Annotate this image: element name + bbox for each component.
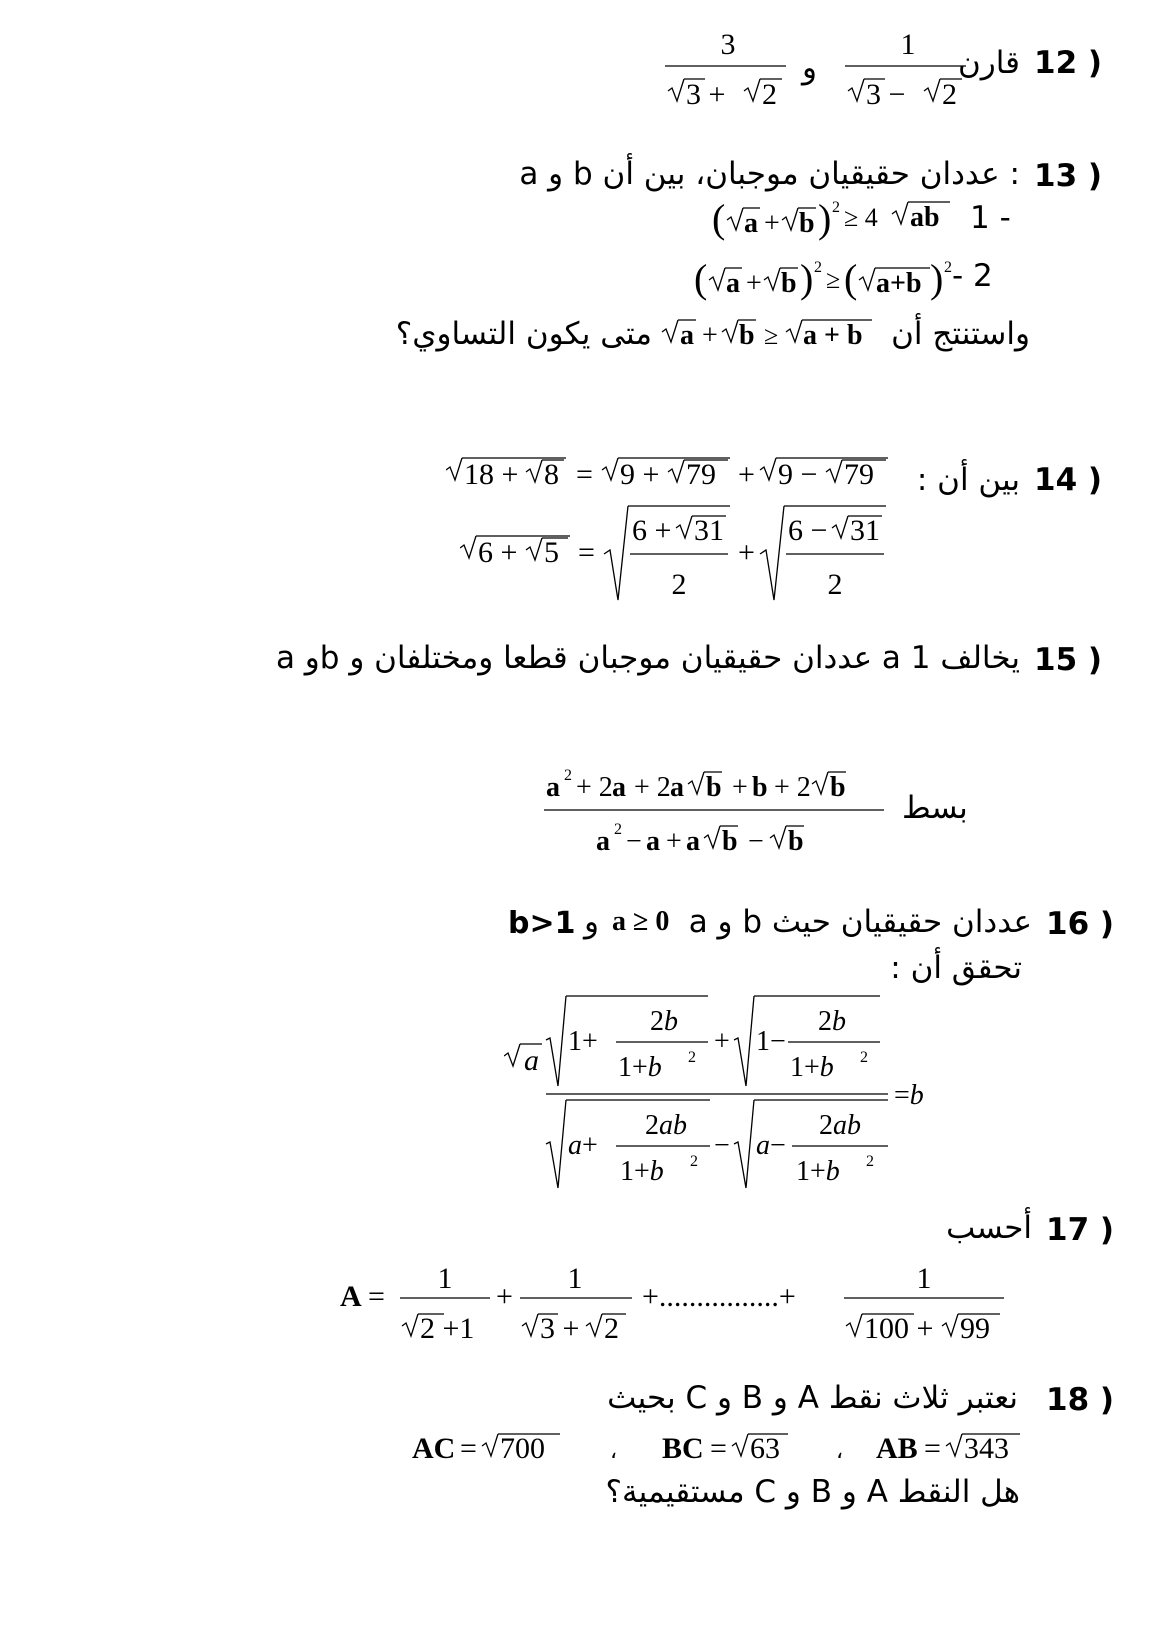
exercise-14 bbox=[0, 440, 1156, 610]
svg-text:6 −: 6 − bbox=[788, 514, 828, 547]
svg-text:−: − bbox=[748, 826, 764, 857]
svg-text:1−: 1− bbox=[756, 1026, 786, 1057]
svg-text:≥: ≥ bbox=[764, 321, 779, 350]
exercise-18-number: 18 ) bbox=[1046, 1382, 1115, 1418]
svg-text:100 +: 100 + bbox=[864, 1312, 934, 1345]
exercise-17-number: 17 ) bbox=[1046, 1212, 1115, 1248]
svg-text:b: b bbox=[752, 772, 768, 803]
svg-text:=: = bbox=[576, 458, 593, 491]
svg-text:31: 31 bbox=[850, 514, 880, 547]
exercise-16-number: 16 ) bbox=[1046, 906, 1115, 942]
svg-text:ab: ab bbox=[910, 202, 940, 233]
svg-text:+ 2: + 2 bbox=[576, 772, 613, 803]
exercise-18 bbox=[0, 1380, 1156, 1520]
exercise-16 bbox=[0, 900, 1156, 1190]
exercise-13-conclude-post: متى يكون التساوي؟ bbox=[395, 316, 652, 352]
exercise-12-label: قارن bbox=[958, 45, 1020, 81]
svg-text:−: − bbox=[714, 1130, 730, 1161]
exercise-15 bbox=[0, 640, 1156, 870]
exercise-17 bbox=[0, 1210, 1156, 1360]
svg-text:≥: ≥ bbox=[826, 265, 841, 294]
svg-text:2: 2 bbox=[827, 568, 843, 601]
exercise-14-label: بين أن : bbox=[916, 462, 1020, 498]
svg-text:+: + bbox=[738, 536, 755, 569]
svg-text:): ) bbox=[800, 256, 814, 301]
exercise-14-number: 14 ) bbox=[1034, 462, 1103, 498]
svg-text:a: a bbox=[646, 826, 660, 857]
svg-text:a: a bbox=[744, 208, 758, 239]
svg-text:79: 79 bbox=[686, 458, 716, 491]
svg-text:1: 1 bbox=[916, 1262, 932, 1295]
svg-text:6 +: 6 + bbox=[478, 536, 518, 569]
svg-text:1+b: 1+b bbox=[620, 1156, 664, 1187]
svg-text:b: b bbox=[781, 268, 797, 299]
svg-text:2: 2 bbox=[942, 78, 957, 111]
svg-text:b: b bbox=[722, 826, 738, 857]
svg-text:a: a bbox=[546, 772, 560, 803]
svg-text:b: b bbox=[788, 826, 804, 857]
svg-text:2: 2 bbox=[604, 1312, 619, 1345]
exercise-15-number: 15 ) bbox=[1034, 642, 1103, 678]
svg-text:=: = bbox=[924, 1432, 941, 1465]
svg-text:2: 2 bbox=[688, 1049, 696, 1066]
exercise-13 bbox=[0, 140, 1156, 360]
exercise-12 bbox=[0, 0, 1156, 120]
svg-text:(: ( bbox=[712, 196, 726, 241]
exercise-16-verify: تحقق أن : bbox=[890, 950, 1022, 986]
svg-text:2 +1: 2 +1 bbox=[420, 1312, 475, 1345]
svg-text:6 +: 6 + bbox=[632, 514, 672, 547]
svg-text:2: 2 bbox=[944, 259, 952, 276]
svg-text:BC: BC bbox=[662, 1432, 704, 1465]
svg-text:+: + bbox=[732, 772, 748, 803]
svg-text:a + b: a + b bbox=[803, 320, 863, 351]
svg-text:،: ، bbox=[610, 1438, 618, 1463]
svg-text:1: 1 bbox=[437, 1262, 453, 1295]
svg-text:=b: =b bbox=[894, 1080, 924, 1111]
exercise-14-equation-2 bbox=[460, 504, 900, 604]
svg-text:a: a bbox=[612, 772, 626, 803]
svg-text:+: + bbox=[702, 320, 718, 351]
svg-text:18 +: 18 + bbox=[464, 458, 519, 491]
svg-text:+: + bbox=[666, 826, 682, 857]
svg-text:AC: AC bbox=[412, 1432, 456, 1465]
exercise-13-inequality-3 bbox=[660, 312, 910, 360]
exercise-12-conj: و bbox=[802, 50, 817, 86]
svg-text:b: b bbox=[799, 208, 815, 239]
svg-text:+................+: +................+ bbox=[642, 1280, 796, 1313]
svg-text:+: + bbox=[764, 208, 780, 239]
svg-text:2: 2 bbox=[762, 78, 777, 111]
svg-text:9 +: 9 + bbox=[620, 458, 660, 491]
svg-text:79: 79 bbox=[844, 458, 874, 491]
svg-text:343: 343 bbox=[964, 1432, 1009, 1465]
exercise-13-inequality-1 bbox=[712, 194, 962, 248]
svg-text:(: ( bbox=[844, 256, 858, 301]
exercise-13-number: 13 ) bbox=[1034, 158, 1103, 194]
svg-text:1+b: 1+b bbox=[790, 1052, 834, 1083]
svg-text:+ 2: + 2 bbox=[634, 772, 671, 803]
svg-text:a+: a+ bbox=[568, 1130, 598, 1161]
svg-text:a: a bbox=[596, 826, 610, 857]
svg-text:+ 2: + 2 bbox=[774, 772, 811, 803]
svg-text:2: 2 bbox=[614, 821, 622, 838]
exercise-16-cond-a: a ≥ 0 bbox=[612, 906, 670, 937]
exercise-12-number: 12 ) bbox=[1034, 45, 1103, 81]
svg-text:AB: AB bbox=[876, 1432, 918, 1465]
svg-text:2: 2 bbox=[814, 259, 822, 276]
svg-text:63: 63 bbox=[750, 1432, 780, 1465]
svg-text:=: = bbox=[460, 1432, 477, 1465]
svg-text:1: 1 bbox=[567, 1262, 583, 1295]
svg-text:+: + bbox=[714, 1026, 730, 1057]
svg-text:=: = bbox=[578, 536, 595, 569]
svg-text:1+b: 1+b bbox=[796, 1156, 840, 1187]
svg-text:2b: 2b bbox=[650, 1006, 678, 1037]
svg-text:3 +: 3 + bbox=[686, 78, 726, 111]
svg-text:a−: a− bbox=[756, 1130, 786, 1161]
svg-text:a: a bbox=[726, 268, 740, 299]
svg-text:3: 3 bbox=[720, 28, 736, 61]
svg-text:700: 700 bbox=[500, 1432, 545, 1465]
svg-text:1+: 1+ bbox=[568, 1026, 598, 1057]
svg-text:=: = bbox=[710, 1432, 727, 1465]
svg-text:a+b: a+b bbox=[876, 268, 922, 299]
exercise-15-fraction bbox=[544, 750, 894, 870]
svg-text:b: b bbox=[706, 772, 722, 803]
svg-text:1: 1 bbox=[900, 28, 916, 61]
exercise-15-simplify: بسط bbox=[902, 790, 968, 826]
exercise-16-label: a و b عددان حقيقيان حيث bbox=[688, 904, 1032, 940]
svg-text:(: ( bbox=[694, 256, 708, 301]
svg-text:2ab: 2ab bbox=[645, 1110, 687, 1141]
exercise-12-fraction-2 bbox=[660, 24, 790, 114]
svg-text:+: + bbox=[738, 458, 755, 491]
exercise-17-sum bbox=[340, 1254, 1010, 1350]
svg-text:2: 2 bbox=[860, 1049, 868, 1066]
exercise-18-lengths bbox=[412, 1424, 1032, 1472]
svg-text:2b: 2b bbox=[818, 1006, 846, 1037]
svg-text:،: ، bbox=[836, 1438, 844, 1463]
svg-text:A: A bbox=[340, 1280, 362, 1313]
exercise-18-label: نعتبر ثلاث نقط A و B و C بحيث bbox=[607, 1380, 1018, 1416]
svg-text:2ab: 2ab bbox=[819, 1110, 861, 1141]
svg-text:): ) bbox=[930, 256, 944, 301]
svg-text:a: a bbox=[524, 1044, 539, 1077]
svg-text:99: 99 bbox=[960, 1312, 990, 1345]
svg-text:+: + bbox=[746, 268, 762, 299]
svg-text:2: 2 bbox=[866, 1153, 874, 1170]
svg-text:31: 31 bbox=[694, 514, 724, 547]
svg-text:2: 2 bbox=[671, 568, 687, 601]
svg-text:−: − bbox=[626, 826, 642, 857]
svg-text:3 −: 3 − bbox=[866, 78, 906, 111]
svg-text:): ) bbox=[818, 196, 832, 241]
exercise-15-label: a وb عددان حقيقيان موجبان قطعا ومختلفان و a يخالف 1 bbox=[275, 640, 1020, 676]
exercise-12-fraction-1 bbox=[840, 24, 970, 114]
svg-text:3 +: 3 + bbox=[540, 1312, 580, 1345]
exercise-16-equation bbox=[504, 994, 944, 1194]
svg-text:a: a bbox=[670, 772, 684, 803]
exercise-18-question: هل النقط A و B و C مستقيمية؟ bbox=[605, 1474, 1020, 1510]
svg-text:=: = bbox=[368, 1280, 385, 1313]
svg-text:1+b: 1+b bbox=[618, 1052, 662, 1083]
svg-text:2: 2 bbox=[832, 199, 840, 216]
svg-text:8: 8 bbox=[544, 458, 559, 491]
svg-text:+: + bbox=[496, 1280, 513, 1313]
exercise-13-label: a و b عددان حقيقيان موجبان، بين أن : bbox=[519, 156, 1020, 192]
svg-text:b: b bbox=[830, 772, 846, 803]
svg-text:2: 2 bbox=[690, 1153, 698, 1170]
svg-text:5: 5 bbox=[544, 536, 559, 569]
exercise-16-cond-b: b>1 bbox=[508, 906, 576, 941]
svg-text:b: b bbox=[739, 320, 755, 351]
exercise-13-item-1: 1 - bbox=[970, 200, 1011, 236]
exercise-13-inequality-2 bbox=[694, 252, 954, 308]
exercise-13-item-2: - 2 bbox=[952, 258, 993, 294]
exercise-14-equation-1 bbox=[446, 448, 896, 498]
svg-text:a: a bbox=[680, 320, 694, 351]
exercise-17-label: أحسب bbox=[946, 1210, 1032, 1246]
svg-text:2: 2 bbox=[564, 767, 572, 784]
svg-text:9 −: 9 − bbox=[778, 458, 818, 491]
svg-text:a: a bbox=[686, 826, 700, 857]
exercise-13-conclude-pre: واستنتج أن bbox=[891, 316, 1030, 352]
svg-text:≥ 4: ≥ 4 bbox=[844, 203, 878, 232]
exercise-16-cond-conj: و bbox=[584, 904, 599, 940]
